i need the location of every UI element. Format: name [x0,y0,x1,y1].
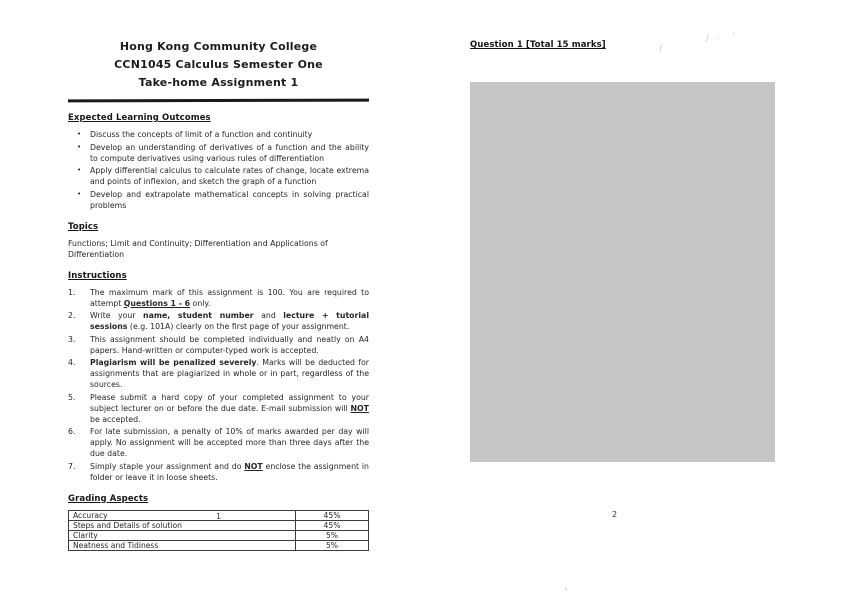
page-1 [68,38,369,551]
instruction-text: Please submit a hard copy of your completed assignment to your subject lecturer on or before the due date. E-mail submission will NOT be accepted. [90,392,369,424]
instruction-text: This assignment should be completed individually and neatly on A4 papers. Hand-written or computer-typed work is accepted. [90,334,369,355]
list-item [68,129,369,140]
list-item [68,142,369,164]
list-item [68,334,369,356]
item-number: 7. [68,461,76,471]
page-number-2: 2 [612,510,618,519]
title-line-assignment: Take-home Assignment 1 [138,76,299,89]
bullet-icon: • [77,142,82,151]
outcome-text: Develop an understanding of derivatives of a function and the ability to compute derivatives using various rules of differentiation [90,142,369,163]
instruction-text: The maximum mark of this assignment is 100. You are required to attempt Questions 1 - 6 only. [90,287,369,308]
title-line-course: CCN1045 Calculus Semester One [114,58,323,71]
grading-value: 5% [296,540,369,550]
grading-heading: Grading Aspects [68,493,149,504]
title-divider [68,99,369,103]
item-number: 5. [68,392,76,402]
instruction-text: For late submission, a penalty of 10% of marks awarded per day will apply. No assignment will be accepted more than three days after the due date. [90,427,369,458]
pencil-mark: ( [658,43,664,55]
grading-label: Accuracy [69,510,296,520]
question-figure-placeholder [470,82,775,462]
outcome-text: Develop and extrapolate mathematical concepts in solving practical problems [90,189,369,210]
outcomes-list [68,129,369,211]
instruction-text: Write your name, student number and lecture + tutorial sessions (e.g. 101A) clearly on the first page of your assignment. [90,311,369,331]
list-item [68,310,369,332]
grading-label: Neatness and Tidiness [69,540,296,550]
page-number-1: 1 [216,512,222,521]
item-number: 4. [68,358,76,367]
question-heading: Question 1 [Total 15 marks] [470,40,606,50]
grading-value: 5% [296,530,369,540]
list-item [68,426,369,459]
page-2 [470,40,776,50]
topics-heading: Topics [68,221,99,232]
page-title [68,38,369,92]
pencil-mark: ʾ [731,31,736,43]
instructions-heading: Instructions [68,270,127,281]
list-item [68,287,369,309]
item-number: 2. [68,311,76,320]
pencil-mark: ˙ [716,38,721,48]
pencil-mark: ) [703,33,710,45]
instruction-text: Plagiarism will be penalized severely. Marks will be deducted for assignments that are plagiarized in whole or in part, regardless of the sources. [90,358,370,389]
item-number: 1. [68,287,76,297]
bullet-icon: • [77,166,82,174]
grading-value: 45% [296,510,369,520]
table-row [69,530,369,540]
outcome-text: Apply differential calculus to calculate rates of change, locate extrema and points of inflexion, and sketch the graph of a function [90,166,369,186]
list-item [68,165,369,187]
table-row [69,520,369,530]
list-item [68,392,369,425]
outcome-text: Discuss the concepts of limit of a function and continuity [90,130,313,139]
grading-value: 45% [296,520,369,530]
instructions-list [68,287,369,483]
list-item [68,189,369,211]
bullet-icon: • [77,189,82,198]
scan-speck [565,588,567,590]
table-row [69,540,369,550]
list-item [68,357,369,390]
topics-text: Functions; Limit and Continuity; Differentiation and Applications of Differentiation [68,238,328,259]
title-line-college: Hong Kong Community College [119,40,318,53]
list-item [68,461,369,483]
grading-label: Clarity [69,530,296,540]
outcomes-heading: Expected Learning Outcomes [68,113,211,123]
instruction-text: Simply staple your assignment and do NOT enclose the assignment in folder or leave it in loose sheets. [90,461,369,482]
item-number: 6. [68,427,76,436]
grading-label: Steps and Details of solution [69,520,296,530]
bullet-icon: • [77,130,82,138]
item-number: 3. [68,334,76,344]
